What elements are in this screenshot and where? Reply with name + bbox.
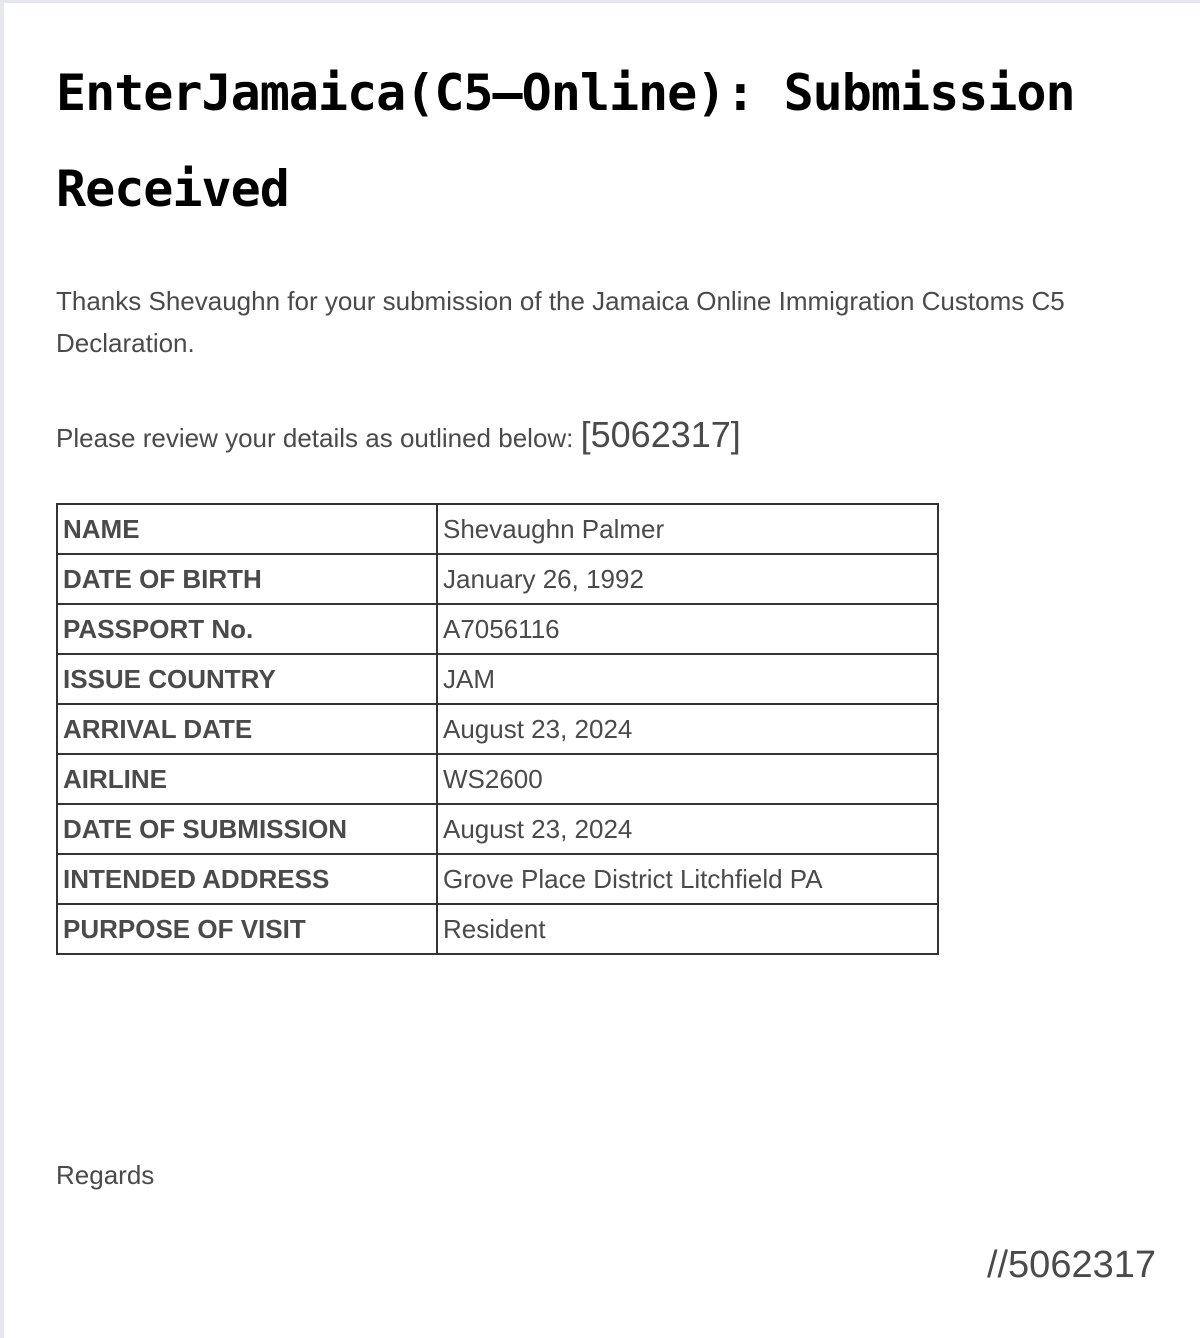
intro-text: Thanks Shevaughn for your submission of the Jamaica Online Immigration Customs C5 Declaration. (56, 286, 1065, 358)
table-row (57, 904, 938, 954)
row-label: PASSPORT No. (57, 604, 437, 654)
review-text: Please review your details as outlined below: (56, 423, 574, 453)
reference-number: [5062317] (580, 414, 741, 455)
row-label: ISSUE COUNTRY (57, 654, 437, 704)
table-row (57, 804, 938, 854)
table-row (57, 604, 938, 654)
row-label: PURPOSE OF VISIT (57, 904, 437, 954)
row-label: DATE OF BIRTH (57, 554, 437, 604)
regards-text: Regards (56, 1160, 155, 1190)
row-value: August 23, 2024 (437, 804, 938, 854)
row-value: WS2600 (437, 754, 938, 804)
row-value: August 23, 2024 (437, 704, 938, 754)
row-label: INTENDED ADDRESS (57, 854, 437, 904)
row-label: DATE OF SUBMISSION (57, 804, 437, 854)
details-table (56, 503, 939, 955)
table-row (57, 654, 938, 704)
row-value: Shevaughn Palmer (437, 504, 938, 554)
review-line (56, 407, 741, 466)
footer-reference: //5062317 (986, 1244, 1156, 1286)
row-value: Resident (437, 904, 938, 954)
table-row (57, 854, 938, 904)
row-value: JAM (437, 654, 938, 704)
table-row (57, 504, 938, 554)
row-value: January 26, 1992 (437, 554, 938, 604)
row-label: ARRIVAL DATE (57, 704, 437, 754)
table-row (57, 754, 938, 804)
row-label: AIRLINE (57, 754, 437, 804)
row-value: Grove Place District Litchfield PA (437, 854, 938, 904)
table-row (57, 704, 938, 754)
table-row (57, 554, 938, 604)
row-value: A7056116 (437, 604, 938, 654)
email-title: EnterJamaica(C5–Online): Submission Received (56, 64, 1075, 218)
row-label: NAME (57, 504, 437, 554)
